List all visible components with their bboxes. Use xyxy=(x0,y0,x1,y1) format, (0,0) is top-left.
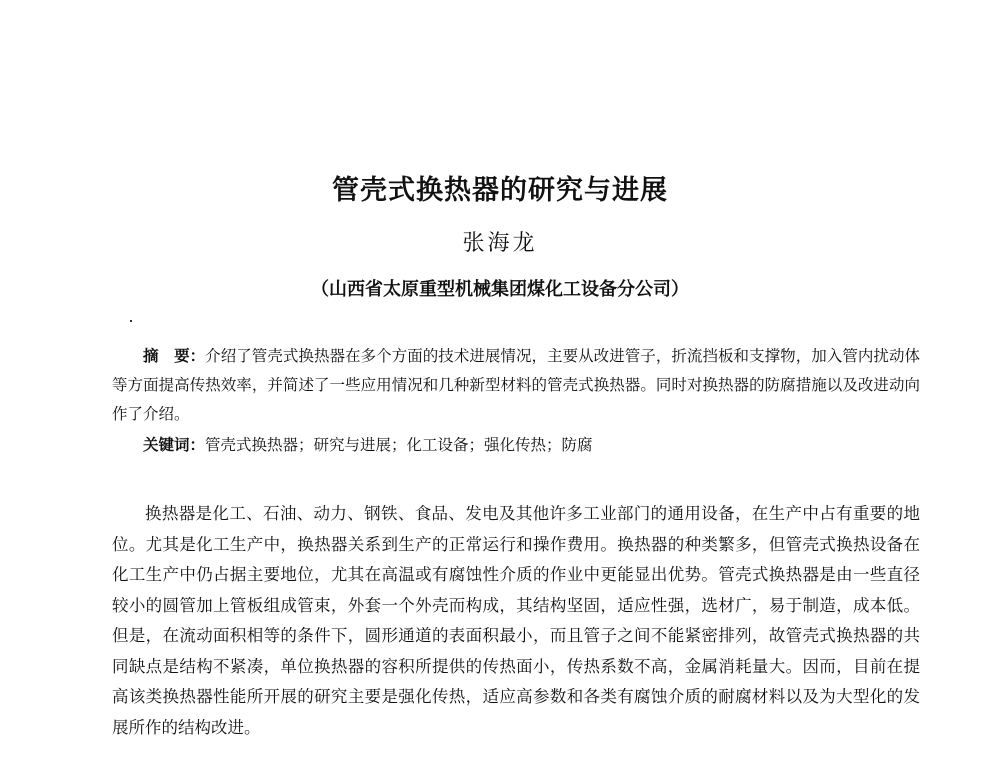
author-affiliation: （山西省太原重型机械集团煤化工设备分公司） xyxy=(311,279,689,300)
abstract-label: 摘 要： xyxy=(143,347,206,365)
keywords-label: 关键词： xyxy=(143,436,206,454)
abstract-text: 介绍了管壳式换热器在多个方面的技术进展情况，主要从改进管子，折流挡板和支撑物，加入管内扰动体等方面提高传热效率，并简述了一些应用情况和几种新型材料的管壳式换热器。同时对换热器的防腐措施以及改进动向作了介绍。 xyxy=(112,347,920,423)
article-title: 管壳式换热器的研究与进展 xyxy=(332,175,668,206)
abstract-paragraph xyxy=(112,342,920,429)
body-paragraph: 换热器是化工、石油、动力、钢铁、食品、发电及其他许多工业部门的通用设备，在生产中占有重要的地位。尤其是化工生产中，换热器关系到生产的正常运行和操作费用。换热器的种类繁多，但管壳式换热设备在化工生产中仍占据主要地位，尤其在高温或有腐蚀性介质的作业中更能显出优势。管壳式换热器是由一些直径较小的圆管加上管板组成管束，外套一个外壳而构成，其结构坚固，适应性强，选材广，易于制造，成本低。但是，在流动面积相等的条件下，圆形通道的表面积最小，而且管子之间不能紧密排列，故管壳式换热器的共同缺点是结构不紧凑，单位换热器的容积所提供的传热面小，传热系数不高，金属消耗量大。因而，目前在提高该类换热器性能所开展的研究主要是强化传热，适应高参数和各类有腐蚀介质的耐腐材料以及为大型化的发展所作的结构改进。 xyxy=(112,504,920,737)
abstract-section xyxy=(112,342,920,460)
scan-speck xyxy=(130,320,132,322)
keywords-text: 管壳式换热器；研究与进展；化工设备；强化传热；防腐 xyxy=(205,436,593,454)
keywords-paragraph xyxy=(112,431,920,460)
article-author: 张海龙 xyxy=(462,231,538,256)
